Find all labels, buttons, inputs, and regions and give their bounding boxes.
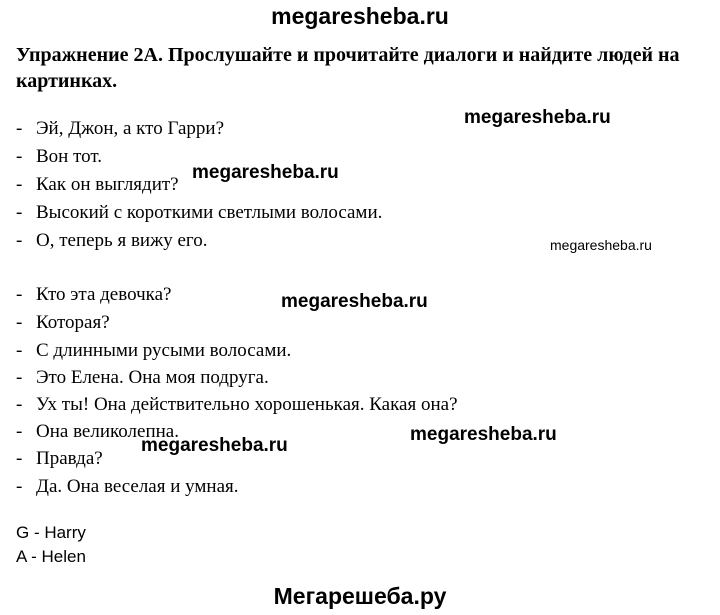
dialog-line-text: С длинными русыми волосами. xyxy=(36,340,292,361)
watermark: megaresheba.ru xyxy=(281,291,428,312)
dialog-line-text: Ух ты! Она действительно хорошенькая. Какая она? xyxy=(36,394,458,415)
dialog-line xyxy=(16,283,171,307)
dialog-line xyxy=(16,145,102,169)
dialog-line xyxy=(16,339,291,363)
footer-watermark: Мегарешеба.ру xyxy=(273,583,447,609)
dash: - xyxy=(16,340,23,361)
dash: - xyxy=(16,367,23,388)
dialog-line xyxy=(16,311,110,335)
dialog-line-text: Высокий с короткими светлыми волосами. xyxy=(36,202,383,223)
dialog-line xyxy=(16,117,224,141)
header-watermark: megaresheba.ru xyxy=(271,3,449,29)
dash: - xyxy=(16,421,23,442)
dialog-line xyxy=(16,447,103,471)
dialog-line-text: Это Елена. Она моя подруга. xyxy=(36,367,269,388)
watermark: megaresheba.ru xyxy=(192,162,339,183)
dialog-line xyxy=(16,366,269,390)
dialog-line-text: Вон тот. xyxy=(36,146,103,167)
dialog-line xyxy=(16,475,239,499)
dash: - xyxy=(16,174,23,195)
dash: - xyxy=(16,146,23,167)
dialog-line-text: О, теперь я вижу его. xyxy=(36,230,208,251)
dialog-line xyxy=(16,201,382,225)
dash: - xyxy=(16,284,23,305)
dialog-line-text: Она великолепна. xyxy=(36,421,179,442)
dash: - xyxy=(16,118,23,139)
watermark: megaresheba.ru xyxy=(464,107,611,128)
dialog-line xyxy=(16,229,207,253)
dash: - xyxy=(16,312,23,333)
dialog-line xyxy=(16,393,458,417)
dash: - xyxy=(16,202,23,223)
watermark: megaresheba.ru xyxy=(141,435,288,456)
legend-line: A - Helen xyxy=(16,547,86,566)
watermark: megaresheba.ru xyxy=(410,424,557,445)
dialog-line-text: Кто эта девочка? xyxy=(36,284,172,305)
dash: - xyxy=(16,394,23,415)
dash: - xyxy=(16,448,23,469)
legend-line: G - Harry xyxy=(16,523,86,542)
dialog-line-text: Правда? xyxy=(36,448,103,469)
dialog-line-text: Эй, Джон, а кто Гарри? xyxy=(36,118,225,139)
dash: - xyxy=(16,230,23,251)
dialog-line-text: Которая? xyxy=(36,312,110,333)
exercise-title: Упражнение 2А. Прослушайте и прочитайте диалоги и найдите людей на картинках. xyxy=(16,44,680,92)
dash: - xyxy=(16,476,23,497)
watermark: megaresheba.ru xyxy=(550,237,652,253)
dialog-line-text: Да. Она веселая и умная. xyxy=(36,476,239,497)
dialog-line xyxy=(16,173,179,197)
dialog-line-text: Как он выглядит? xyxy=(36,174,179,195)
